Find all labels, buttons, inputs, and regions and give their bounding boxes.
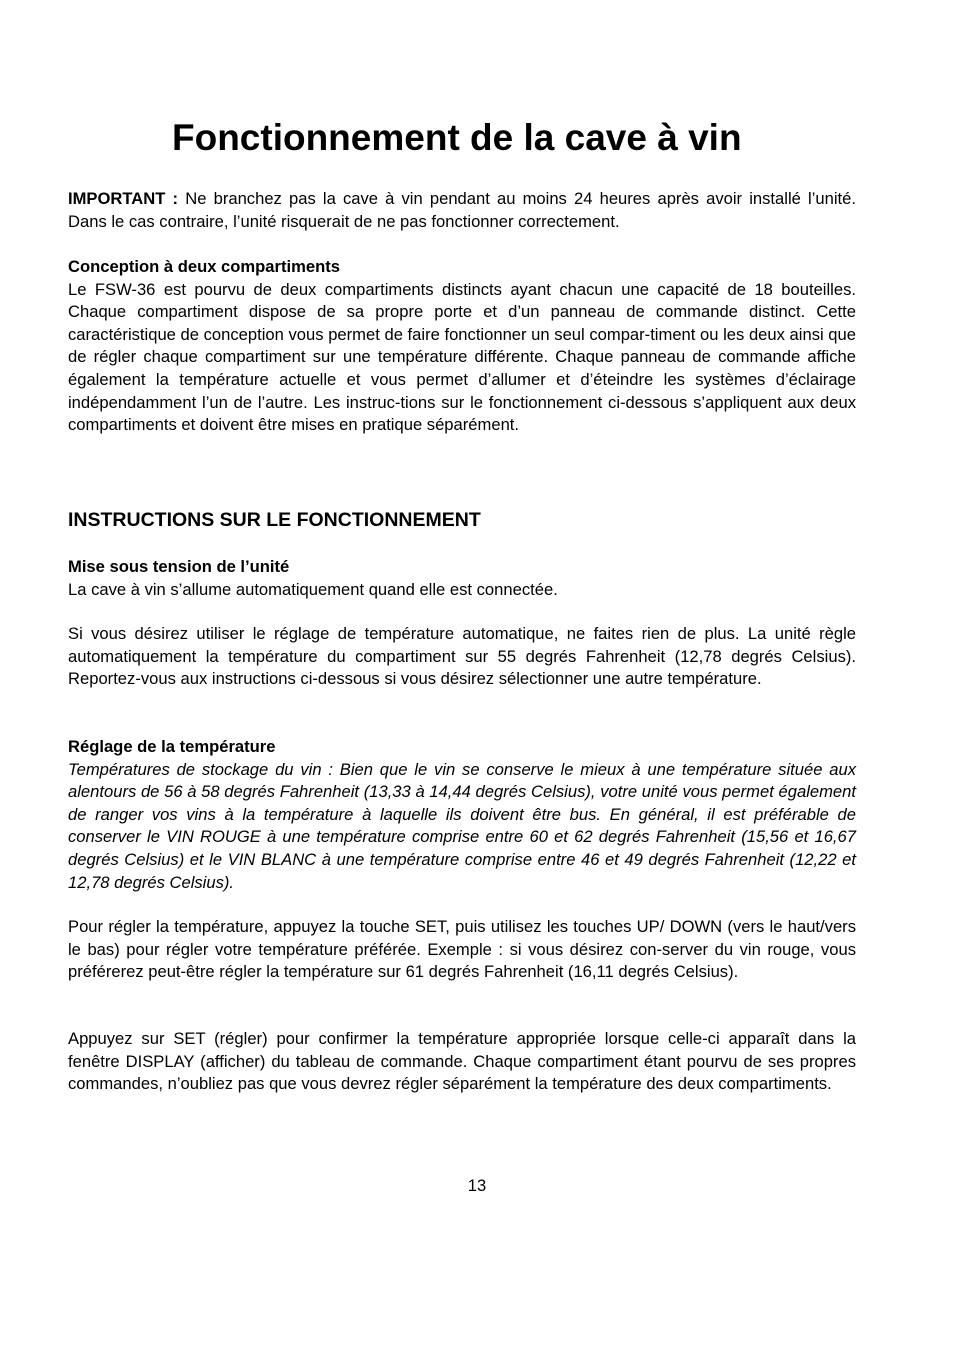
reglage-temperature-italic-text: Températures de stockage du vin : Bien que le vin se conserve le mieux à une température située aux alentours de 56 à 58 degrés Fahrenheit (13,33 à 14,44 degrés Celsius), votre unité vous permet également de ranger vos vins à la température à laquelle ils doivent être bus. En général, il est préférable de conserver le VIN ROUGE à une température comprise entre 60 et 62 degrés Fahrenheit (15,56 et 16,67 degrés Celsius) et le VIN BLANC à une température comprise entre 46 et 49 degrés Fahrenheit (12,22 et 12,78 degrés Celsius). <box>68 759 856 892</box>
important-notice <box>68 188 856 233</box>
pour-regler-paragraph <box>68 916 856 984</box>
instructions-heading: INSTRUCTIONS SUR LE FONCTIONNEMENT <box>68 509 481 531</box>
mise-sous-tension-text: La cave à vin s’allume automatiquement quand elle est connectée. <box>68 579 558 599</box>
auto-reglage-paragraph <box>68 623 856 691</box>
mise-sous-tension-section <box>68 556 856 601</box>
page-number: 13 <box>467 1176 487 1195</box>
conception-heading: Conception à deux compartiments <box>68 257 340 276</box>
conception-section <box>68 256 856 437</box>
pour-regler-text: Pour régler la température, appuyez la touche SET, puis utilisez les touches UP/ DOWN (vers le haut/vers le bas) pour régler votre température préférée. Exemple : si vous désirez con-server du vin rouge, vous préférerez peut-être régler la température sur 61 degrés Fahrenheit (16,11 degrés Celsius). <box>68 917 856 982</box>
reglage-temperature-section <box>68 736 856 894</box>
appuyez-paragraph <box>68 1028 856 1096</box>
appuyez-text: Appuyez sur SET (régler) pour confirmer la température appropriée lorsque celle-ci apparaît dans la fenêtre DISPLAY (afficher) du tableau de commande. Chaque compartiment étant pourvu de ses propres commandes, n’oubliez pas que vous devrez régler séparément la température des deux compartiments. <box>68 1029 856 1094</box>
mise-sous-tension-heading: Mise sous tension de l’unité <box>68 557 290 576</box>
reglage-temperature-heading: Réglage de la température <box>68 737 276 756</box>
important-text: Ne branchez pas la cave à vin pendant au moins 24 heures après avoir installé l’unité. Dans le cas contraire, l’unité risquerait de ne pas fonctionner correctement. <box>68 189 856 231</box>
conception-text: Le FSW-36 est pourvu de deux compartiments distincts ayant chacun une capacité de 18 bouteilles. Chaque compartiment dispose de sa propre porte et d’un panneau de commande distinct. Cette caractéristique de conception vous permet de faire fonctionner un seul compar-timent ou les deux ainsi que de régler chaque compartiment sur une température différente. Chaque panneau de commande affiche également la température actuelle et vous permet d’allumer et d’éteindre les systèmes d’éclairage indépendamment l’un de l’autre. Les instruc-tions sur le fonctionnement ci-dessous s’appliquent aux deux compartiments et doivent être mises en pratique séparément. <box>68 279 856 435</box>
page-title: Fonctionnement de la cave à vin <box>172 117 742 158</box>
auto-reglage-text: Si vous désirez utiliser le réglage de température automatique, ne faites rien de plus. La unité règle automatiquement la température du compartiment sur 55 degrés Fahrenheit (12,78 degrés Celsius). Reportez-vous aux instructions ci-dessous si vous désirez sélectionner une autre température. <box>68 624 856 689</box>
important-label: IMPORTANT : <box>68 189 179 208</box>
